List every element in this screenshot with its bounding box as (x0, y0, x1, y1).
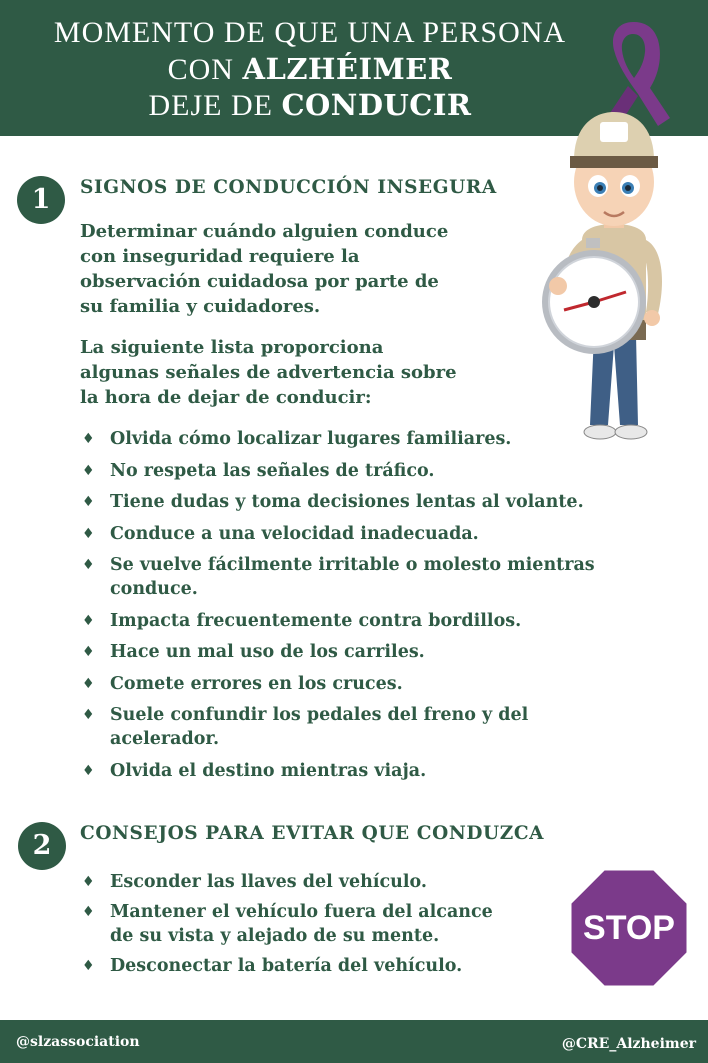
diamond-bullet-icon: ♦ (82, 494, 95, 510)
list-item: ♦ Comete errores en los cruces. (82, 673, 403, 694)
list-item: ♦ Mantener el vehículo fuera del alcance de su vista y alejado de su mente. (82, 902, 493, 946)
list-item: ♦ Olvida el destino mientras viaja. (82, 760, 427, 781)
header-line-2: CON ALZHÉIMER (167, 52, 453, 86)
footer-handle-right[interactable]: @CRE_Alzheimer (561, 1036, 696, 1052)
section-1-number: 1 (17, 176, 65, 224)
list-item: ♦ Tiene dudas y toma decisiones lentas al volante. (82, 492, 584, 512)
diamond-bullet-icon: ♦ (82, 644, 95, 660)
list-item: ♦ Impacta frecuentemente contra bordillos. (82, 610, 522, 631)
list-item: ♦ Desconectar la batería del vehículo. (82, 956, 463, 976)
advice-list (80, 870, 550, 984)
section-1-list-intro: La siguiente lista proporciona algunas señales de advertencia sobre la hora de dejar de conducir: (80, 337, 457, 408)
list-item: ♦ Suele confundir los pedales del freno y del acelerador. (82, 705, 529, 749)
warning-signs-list (80, 427, 690, 790)
diamond-bullet-icon: ♦ (82, 958, 95, 974)
diamond-bullet-icon: ♦ (82, 462, 95, 479)
list-item: ♦ Olvida cómo localizar lugares familiares. (82, 429, 512, 449)
diamond-bullet-icon: ♦ (82, 525, 95, 542)
stop-sign-icon (568, 867, 690, 989)
section-2-number: 2 (18, 822, 66, 870)
diamond-bullet-icon: ♦ (82, 557, 95, 573)
header-line-1: MOMENTO DE QUE UNA PERSONA (53, 16, 567, 49)
header-line-3: DEJE DE CONDUCIR (148, 88, 472, 122)
footer-handle-left[interactable]: @slzassociation (16, 1034, 140, 1050)
list-item: ♦ No respeta las señales de tráfico. (82, 460, 435, 481)
section-1-title: SIGNOS DE CONDUCCIÓN INSEGURA (80, 177, 497, 198)
section-1-intro: Determinar cuándo alguien conduce con inseguridad requiere la observación cuidadosa por parte de su familia y cuidadores. (80, 221, 449, 317)
diamond-bullet-icon: ♦ (82, 612, 95, 629)
man-with-stopwatch-icon (534, 90, 694, 450)
list-item: ♦ Conduce a una velocidad inadecuada. (82, 523, 479, 544)
list-item: ♦ Se vuelve fácilmente irritable o molesto mientras conduce. (82, 555, 595, 599)
diamond-bullet-icon: ♦ (82, 707, 95, 723)
diamond-bullet-icon: ♦ (82, 874, 95, 890)
diamond-bullet-icon: ♦ (82, 904, 95, 920)
diamond-bullet-icon: ♦ (82, 762, 95, 779)
stop-sign-label: STOP (583, 909, 675, 947)
list-item: ♦ Esconder las llaves del vehículo. (82, 872, 428, 892)
footer-bar (0, 1020, 708, 1063)
list-item: ♦ Hace un mal uso de los carriles. (82, 642, 425, 662)
diamond-bullet-icon: ♦ (82, 431, 95, 447)
diamond-bullet-icon: ♦ (82, 675, 95, 692)
section-2-title: CONSEJOS PARA EVITAR QUE CONDUZCA (80, 823, 545, 844)
